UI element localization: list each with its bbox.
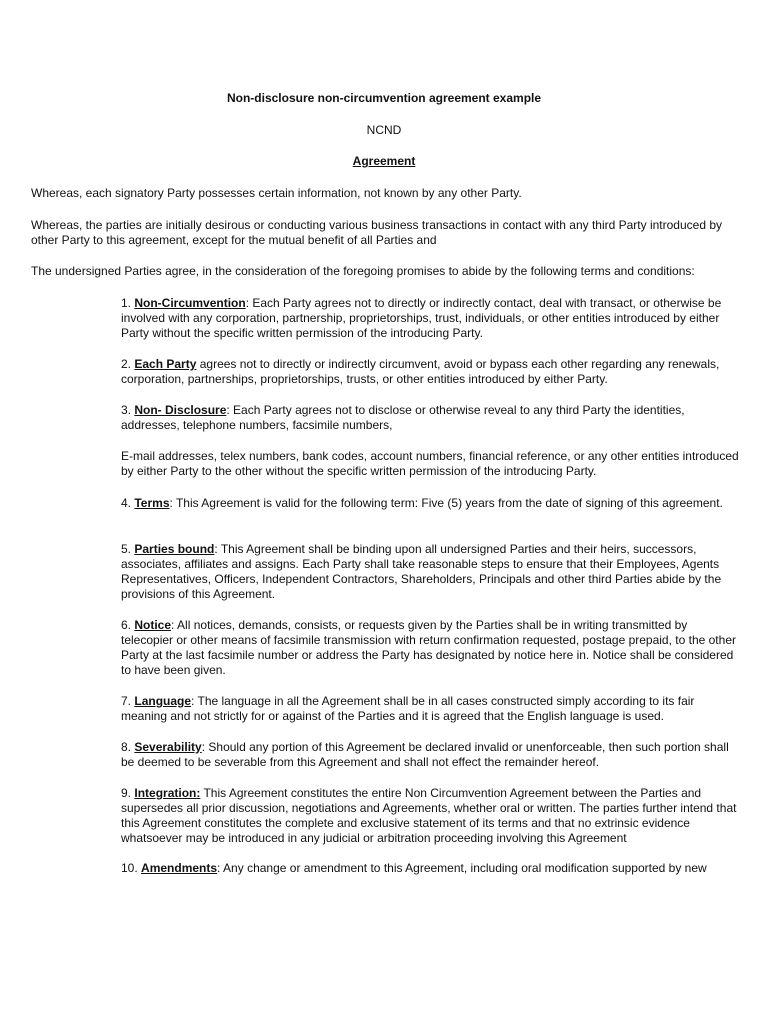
clause-text: : This Agreement shall be binding upon all undersigned Parties and their heirs, successors, associates, affiliates and assigns. Each Party shall take reasonable steps to ensure that their Employees, Agents Representatives, Officers, Independent Contractors, Shareholders, Principals and other third Parties abide by the provisions of this Agreement. bbox=[121, 542, 722, 601]
document-subtitle: NCND bbox=[366, 123, 402, 137]
clause-text: : All notices, demands, consists, or requests given by the Parties shall be in writing transmitted by telecopier or other means of facsimile transmission with return confirmation requested, postage prepaid, to the other Party at the last facsimile number or address the Party has designated by notice here in. Notice shall be considered to have been given. bbox=[121, 618, 736, 677]
clause-severability bbox=[121, 740, 739, 770]
clause-heading: Non-Circumvention bbox=[134, 296, 246, 310]
clause-heading: Each Party bbox=[134, 357, 197, 371]
clause-heading: Language bbox=[134, 694, 192, 708]
clause-number: 9. bbox=[121, 786, 132, 800]
document-title: Non-disclosure non-circumvention agreement example bbox=[226, 91, 542, 105]
clause-text: This Agreement constitutes the entire Non Circumvention Agreement between the Parties and supersedes all prior discussion, negotiations and Agreements, whether oral or written. The parties further intend that this Agreement constitutes the complete and exclusive statement of its terms and that no extrinsic evidence whatsoever may be introduced in any judicial or arbitration proceeding involving this Agreement bbox=[121, 786, 737, 845]
clause-text: : Each Party agrees not to directly or indirectly contact, deal with transact, or otherwise be involved with any corporation, partnership, proprietorships, trust, individuals, or other entities introduced by either Party without the specific written permission of the introducing Party. bbox=[121, 296, 722, 340]
clause-terms bbox=[121, 496, 739, 511]
clause-text: : Each Party agrees not to disclose or otherwise reveal to any third Party the identities, addresses, telephone numbers, facsimile numbers, bbox=[121, 403, 685, 432]
clause-number: 6. bbox=[121, 618, 132, 632]
clause-non-disclosure-continuation: E-mail addresses, telex numbers, bank codes, account numbers, financial reference, or any other entities introduced by either Party to the other without the specific written permission of the introducing Party. bbox=[121, 449, 739, 478]
intro-paragraph: Whereas, the parties are initially desirous or conducting various business transactions in contact with any third Party introduced by other Party to this agreement, except for the mutual benefit of all Parties and bbox=[31, 218, 723, 247]
clause-number: 2. bbox=[121, 357, 132, 371]
clause-number: 10. bbox=[121, 861, 138, 875]
clause-text: : Should any portion of this Agreement be declared invalid or unenforceable, then such portion shall be deemed to be severable from this Agreement and shall not effect the remainder hereof. bbox=[121, 740, 729, 769]
clause-heading: Severability bbox=[134, 740, 202, 754]
clause-number: 3. bbox=[121, 403, 132, 417]
clause-non-disclosure bbox=[121, 403, 739, 433]
clause-heading: Terms bbox=[134, 496, 170, 510]
agreement-heading: Agreement bbox=[352, 154, 416, 168]
clause-language bbox=[121, 694, 739, 724]
clause-number: 1. bbox=[121, 296, 132, 310]
clause-heading: Amendments bbox=[141, 861, 218, 875]
clause-number: 7. bbox=[121, 694, 132, 708]
clause-number: 8. bbox=[121, 740, 132, 754]
clause-heading: Notice bbox=[134, 618, 172, 632]
clause-number: 5. bbox=[121, 542, 132, 556]
clause-heading: Non- Disclosure bbox=[134, 403, 227, 417]
clause-integration bbox=[121, 786, 739, 846]
clause-text: : The language in all the Agreement shall be in all cases constructed simply according to its fair meaning and not strictly for or against of the Parties and it is agreed that the English language is used. bbox=[121, 694, 695, 723]
clause-heading: Parties bound bbox=[134, 542, 215, 556]
clause-number: 4. bbox=[121, 496, 132, 510]
clause-text: : Any change or amendment to this Agreement, including oral modification supported by new bbox=[217, 861, 707, 875]
clause-parties-bound bbox=[121, 542, 739, 602]
clause-heading: Integration: bbox=[134, 786, 201, 800]
clause-notice bbox=[121, 618, 739, 678]
intro-paragraph: Whereas, each signatory Party possesses certain information, not known by any other Party. bbox=[31, 186, 522, 200]
clause-non-circumvention bbox=[121, 296, 739, 341]
clause-each-party bbox=[121, 357, 739, 387]
clause-amendments bbox=[121, 861, 739, 876]
intro-paragraph: The undersigned Parties agree, in the consideration of the foregoing promises to abide by the following terms and conditions: bbox=[31, 264, 695, 278]
clause-text: agrees not to directly or indirectly circumvent, avoid or bypass each other regarding any renewals, corporation, partnerships, proprietorships, trusts, or other entities introduced by either Party. bbox=[121, 357, 720, 386]
clause-text: : This Agreement is valid for the following term: Five (5) years from the date of signing of this agreement. bbox=[169, 496, 723, 510]
